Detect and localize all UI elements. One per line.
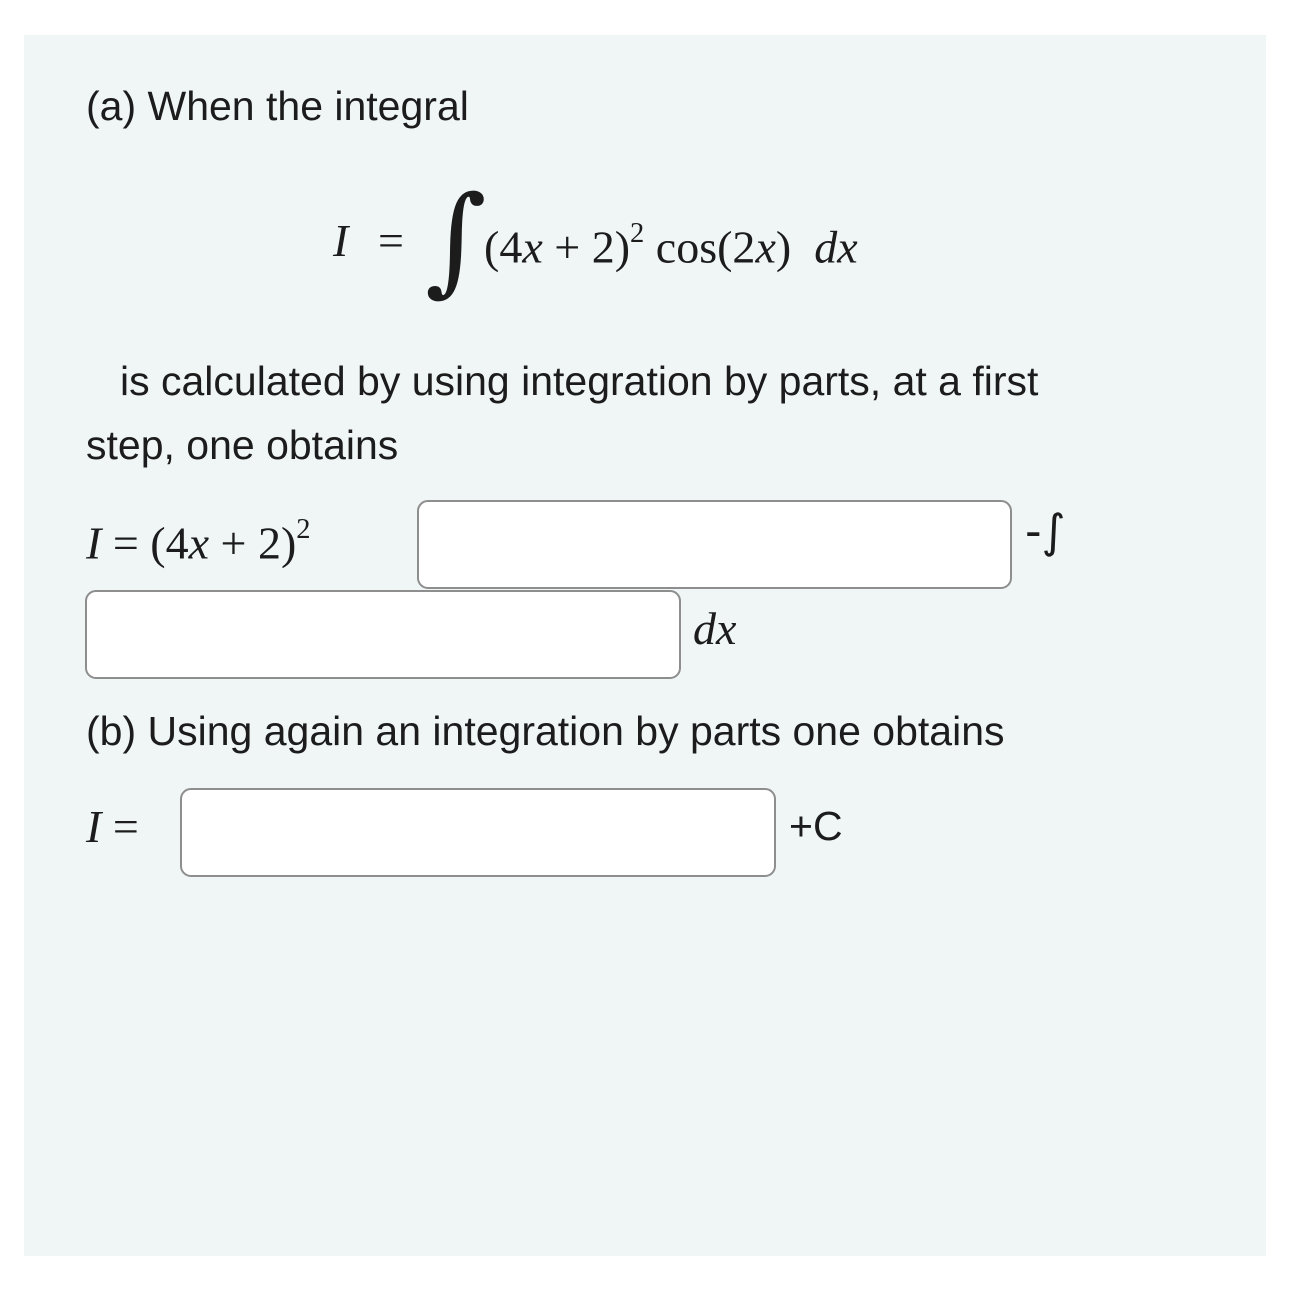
part-a-intro: (a) When the integral <box>86 83 469 129</box>
part-a-line2: step, one obtains <box>86 422 399 468</box>
answer-input-1[interactable] <box>417 500 1012 589</box>
part-b-lhs: I = <box>86 801 139 852</box>
plus-c-label: +C <box>789 803 843 849</box>
part-a-line1: is calculated by using integration by parts, at a first <box>120 358 1039 404</box>
integrand-expression: $(4x + 2)^2$ cos(2x) dx <box>484 218 858 273</box>
integral-lhs: I <box>333 215 349 266</box>
minus-integral: -∫ <box>1025 504 1066 558</box>
result-expression: $I = (4x + 2)^2$ <box>86 514 311 569</box>
answer-input-3[interactable] <box>180 788 776 877</box>
integral-sign: ∫ <box>425 170 487 308</box>
part-b-intro: (b) Using again an integration by parts one obtains <box>86 708 1005 754</box>
dx-label: dx <box>693 603 737 654</box>
answer-input-2[interactable] <box>85 590 681 679</box>
integral-equals: = <box>378 215 404 266</box>
